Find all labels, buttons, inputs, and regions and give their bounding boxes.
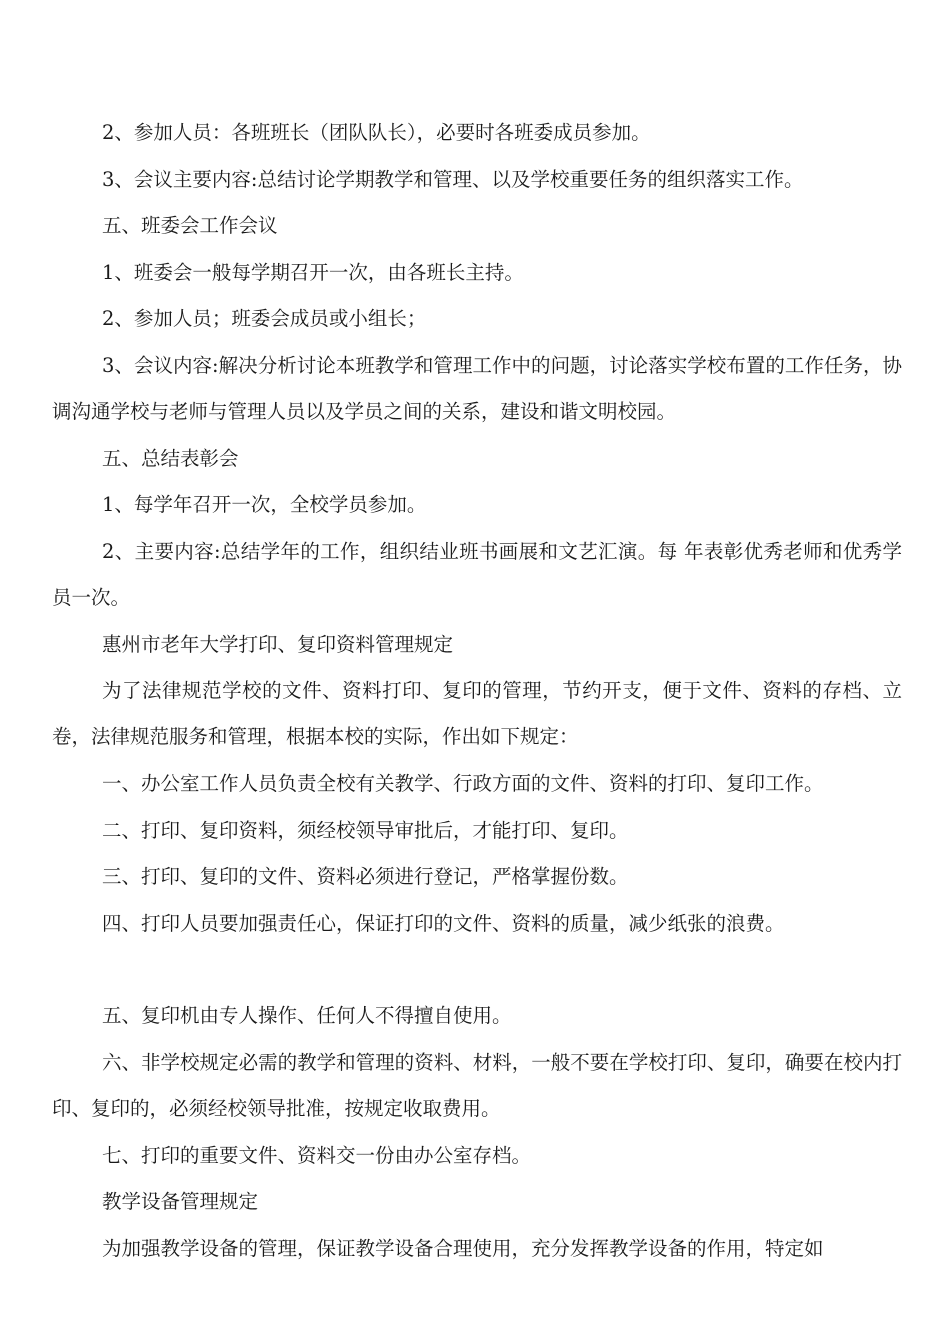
section-heading-printing-rules: 惠州市老年大学打印、复印资料管理规定 bbox=[102, 633, 454, 656]
rule-item-7: 七、打印的重要文件、资料交一份由办公室存档。 bbox=[102, 1144, 532, 1167]
rule-item-5: 五、复印机由专人操作、任何人不得擅自使用。 bbox=[102, 1004, 512, 1027]
section-heading-summary-commendation: 五、总结表彰会 bbox=[102, 447, 239, 470]
section-heading-equipment-rules: 教学设备管理规定 bbox=[102, 1190, 259, 1213]
rule-item-2: 二、打印、复印资料，须经校领导审批后，才能打印、复印。 bbox=[102, 819, 629, 842]
rule-item-6: 六、非学校规定必需的教学和管理的资料、材料，一般不要在学校打印、复印，确要在校内打印、复印的，必须经校领导批准，按规定收取费用。 bbox=[52, 1051, 902, 1120]
rule-item-4: 四、打印人员要加强责任心，保证打印的文件、资料的质量，减少纸张的浪费。 bbox=[102, 912, 785, 935]
paragraph-8: 1、每学年召开一次，全校学员参加。 bbox=[102, 493, 427, 516]
paragraph-11: 为了法律规范学校的文件、资料打印、复印的管理，节约开支，便于文件、资料的存档、立卷，法律规范服务和管理，根据本校的实际，作出如下规定： bbox=[52, 679, 902, 748]
paragraph-5: 2、参加人员；班委会成员或小组长； bbox=[102, 307, 427, 330]
paragraph-4: 1、班委会一般每学期召开一次，由各班长主持。 bbox=[102, 261, 524, 284]
paragraph-6: 3、会议内容:解决分析讨论本班教学和管理工作中的问题，讨论落实学校布置的工作任务，协调沟通学校与老师与管理人员以及学员之间的关系，建设和谐文明校园。 bbox=[52, 354, 902, 423]
rule-item-1: 一、办公室工作人员负责全校有关教学、行政方面的文件、资料的打印、复印工作。 bbox=[102, 772, 824, 795]
paragraph-20: 为加强教学设备的管理，保证教学设备合理使用，充分发挥教学设备的作用，特定如 bbox=[102, 1237, 824, 1260]
paragraph-1: 2、参加人员：各班班长（团队队长），必要时各班委成员参加。 bbox=[102, 121, 651, 144]
rule-item-3: 三、打印、复印的文件、资料必须进行登记，严格掌握份数。 bbox=[102, 865, 629, 888]
paragraph-9: 2、主要内容:总结学年的工作，组织结业班书画展和文艺汇演。每 年表彰优秀老师和优秀学员一次。 bbox=[52, 540, 902, 609]
paragraph-2: 3、会议主要内容:总结讨论学期教学和管理、以及学校重要任务的组织落实工作。 bbox=[102, 168, 804, 191]
section-heading-class-committee: 五、班委会工作会议 bbox=[102, 214, 278, 237]
